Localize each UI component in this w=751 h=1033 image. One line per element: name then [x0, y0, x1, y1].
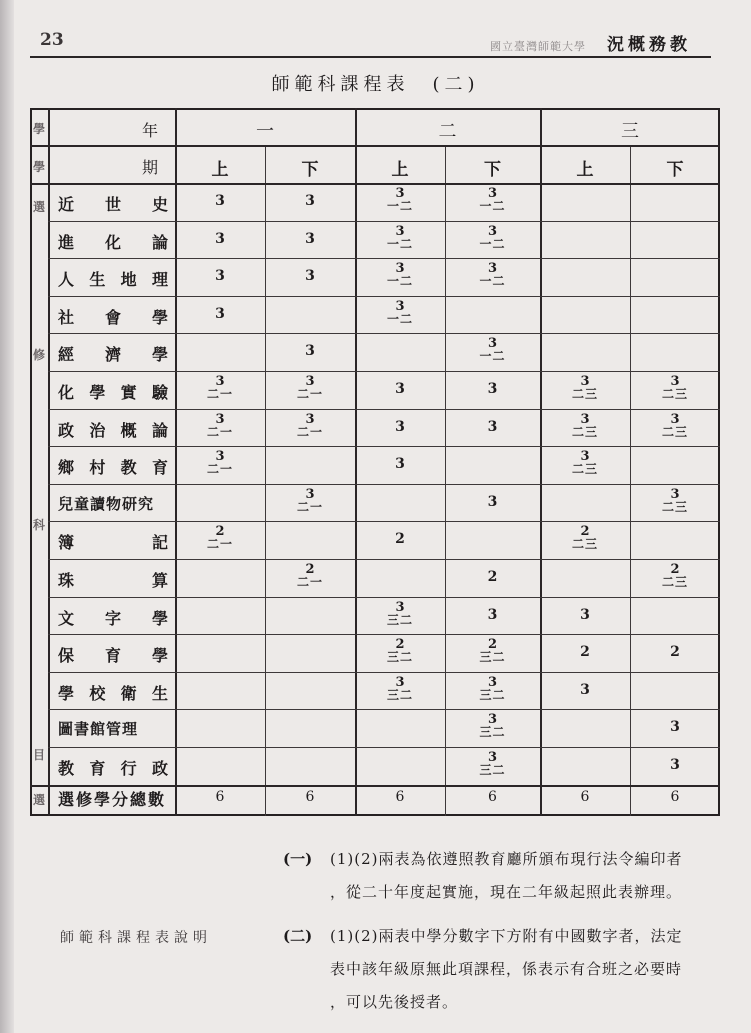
semester-label: 上: [391, 160, 409, 180]
credit-number: 3: [487, 606, 498, 623]
subject-char: 記: [151, 533, 168, 553]
combined-class-mark: 二三: [661, 387, 688, 401]
credit-number: 3: [395, 186, 405, 201]
subject-char: 學: [151, 608, 168, 628]
credit-cell: [275, 344, 345, 358]
credit-number: 3: [395, 381, 405, 397]
credit-number: 3: [215, 268, 225, 285]
subject-char: 育: [151, 458, 168, 478]
credit-cell: [640, 375, 710, 400]
credit-cell: [365, 601, 435, 626]
side-label: 科: [32, 518, 45, 532]
credit-number: 3: [305, 486, 315, 502]
credit-number: 3: [395, 261, 405, 277]
credit-number: 3: [395, 223, 405, 239]
credit-number: 3: [580, 681, 590, 698]
credit-cell: [185, 269, 255, 283]
subject-char: 進: [58, 232, 75, 252]
subject-char: 字: [104, 608, 121, 628]
credit-number: 3: [215, 374, 225, 389]
row-rule: [48, 333, 720, 334]
subject-char: 經: [58, 345, 75, 365]
credit-cell: [365, 225, 435, 250]
credit-number: 2: [670, 644, 680, 661]
credit-cell: [458, 382, 528, 396]
subject-char: 概: [120, 420, 137, 440]
credit-number: 3: [580, 411, 590, 427]
credit-cell: [275, 194, 345, 208]
subject-char: 珠: [58, 571, 75, 590]
note-line: (1)(2)兩表中學分數字下方附有中國數字者，法定: [330, 927, 683, 945]
combined-class-mark: 二三: [661, 575, 688, 589]
credit-cell: [458, 225, 528, 250]
combined-class-mark: 二三: [661, 424, 688, 439]
note-tag-1: (一): [283, 850, 313, 868]
semester-header-label: 期: [141, 158, 158, 177]
total-value: 6: [580, 789, 590, 805]
credit-number: 3: [487, 493, 498, 510]
credit-cell: [458, 570, 528, 584]
credit-cell: [275, 375, 345, 400]
subject-char: 學: [151, 307, 168, 327]
total-value: 6: [395, 789, 405, 805]
note-line: 表中該年級原無此項課程，係表示有合班之必要時: [330, 960, 683, 978]
row-rule: [48, 258, 720, 259]
credit-number: 3: [215, 193, 225, 209]
side-label: 學: [32, 160, 45, 174]
combined-class-mark: 三二: [386, 612, 413, 627]
year-header-label: 年: [141, 121, 158, 140]
subject-char: 圖書館管理: [58, 720, 139, 739]
curriculum-table: [30, 108, 720, 816]
subject-name: [58, 380, 168, 403]
credit-cell: [365, 676, 435, 701]
combined-class-mark: 一二: [479, 199, 506, 213]
semester-label: 上: [576, 160, 594, 180]
credit-cell: [275, 488, 345, 513]
subject-char: 實: [120, 383, 137, 402]
subject-char: 近: [58, 195, 75, 214]
credit-number: 2: [305, 562, 315, 577]
year-label: 二: [438, 121, 457, 142]
credit-cell: [458, 751, 528, 776]
credit-cell: [185, 413, 255, 438]
subject-char: 衛: [120, 683, 137, 703]
credit-cell: [550, 608, 620, 622]
credit-number: 3: [305, 193, 315, 209]
note-line: (1)(2)兩表為依遵照教育廳所頒布現行法令編印者: [330, 850, 683, 868]
subject-name: [58, 305, 168, 328]
credit-cell: [550, 683, 620, 697]
page-title: 師範科課程表 (二): [271, 74, 480, 95]
credit-cell: [640, 720, 710, 734]
subject-char: 兒童讀物研究: [58, 494, 155, 513]
subject-name: [58, 418, 168, 441]
credit-cell: [458, 187, 528, 212]
subject-char: 化: [58, 383, 75, 402]
running-head: 況概務教: [607, 35, 691, 55]
credit-number: 2: [487, 569, 498, 585]
subject-char: 治: [89, 420, 106, 440]
credit-number: 3: [487, 750, 498, 765]
subject-char: 算: [151, 571, 168, 590]
credit-cell: [185, 307, 255, 321]
row-rule: [30, 145, 720, 147]
subject-char: 學: [58, 683, 75, 703]
column-rule: [630, 145, 631, 816]
credit-cell: [185, 525, 255, 550]
combined-class-mark: 二一: [206, 424, 233, 439]
subject-char: 行: [120, 759, 137, 778]
credit-number: 3: [395, 674, 405, 690]
credit-cell: [365, 187, 435, 212]
note-line: ，從二十年度起實施，現在二年級起照此表辦理。: [330, 883, 683, 901]
credit-number: 3: [580, 449, 590, 465]
credit-cell: [458, 337, 528, 362]
credit-number: 2: [670, 562, 680, 577]
combined-class-mark: 三二: [479, 687, 506, 702]
subject-name: [58, 342, 168, 365]
subject-name: [58, 606, 168, 629]
subject-name: [58, 493, 168, 514]
subject-name: [58, 192, 168, 215]
credit-number: 3: [670, 719, 680, 736]
subject-char: 生: [151, 683, 168, 703]
subject-char: 育: [89, 759, 106, 778]
combined-class-mark: 二三: [571, 424, 598, 439]
subject-char: 保: [58, 646, 75, 666]
combined-class-mark: 三二: [479, 763, 506, 777]
credit-number: 2: [395, 531, 405, 548]
side-label: 選: [32, 200, 45, 214]
subject-char: 化: [104, 232, 121, 252]
subject-char: 理: [151, 270, 168, 290]
subject-char: 校: [89, 683, 106, 703]
row-rule: [48, 221, 720, 222]
credit-number: 3: [580, 374, 590, 389]
subject-char: 人: [58, 270, 75, 290]
page-number: 23: [40, 30, 64, 50]
credit-number: 3: [215, 230, 225, 247]
subject-char: 濟: [104, 345, 121, 365]
subject-name: [58, 756, 168, 779]
credit-number: 3: [670, 411, 680, 427]
subject-char: 社: [58, 307, 75, 327]
credit-cell: [550, 413, 620, 438]
credit-cell: [185, 450, 255, 475]
semester-label: 下: [484, 160, 501, 180]
credit-cell: [185, 375, 255, 400]
side-label: 目: [32, 748, 45, 762]
notes-caption: 師範科課程表說明: [60, 930, 212, 946]
credit-cell: [458, 420, 528, 434]
credit-number: 2: [395, 637, 405, 653]
side-label: 學: [32, 122, 45, 136]
subject-char: 會: [104, 307, 121, 327]
combined-class-mark: 二三: [661, 499, 688, 514]
binding-gutter: [0, 0, 14, 1033]
row-rule: [48, 559, 720, 560]
credit-cell: [640, 413, 710, 438]
year-label: 一: [256, 121, 274, 142]
credit-number: 3: [215, 305, 225, 322]
row-rule: [48, 634, 720, 635]
subject-name: [58, 568, 168, 591]
credit-number: 3: [215, 411, 225, 427]
row-rule: [48, 446, 720, 447]
credit-cell: [640, 645, 710, 659]
subject-char: 育: [104, 646, 121, 666]
subject-name: [58, 643, 168, 666]
row-rule: [48, 709, 720, 710]
semester-label: 下: [666, 160, 684, 180]
credit-number: 3: [580, 606, 590, 623]
combined-class-mark: 二一: [206, 462, 233, 477]
row-rule: [30, 183, 720, 185]
combined-class-mark: 一二: [386, 311, 413, 326]
subject-char: 論: [151, 232, 168, 252]
credit-cell: [275, 413, 345, 438]
subject-char: 文: [58, 608, 75, 628]
credit-cell: [550, 375, 620, 400]
credit-cell: [640, 563, 710, 588]
subject-char: 簿: [58, 533, 75, 553]
combined-class-mark: 三二: [386, 687, 413, 702]
subject-char: 政: [151, 759, 168, 778]
semester-label: 下: [301, 160, 319, 180]
combined-class-mark: 一二: [479, 349, 506, 364]
credit-number: 3: [670, 486, 680, 502]
credit-cell: [458, 713, 528, 738]
combined-class-mark: 一二: [479, 274, 506, 289]
combined-class-mark: 一二: [479, 236, 506, 251]
credit-number: 3: [487, 418, 498, 435]
combined-class-mark: 三二: [386, 650, 413, 665]
combined-class-mark: 一二: [386, 236, 413, 251]
combined-class-mark: 二一: [296, 387, 323, 401]
combined-class-mark: 二三: [571, 462, 598, 477]
credit-cell: [365, 300, 435, 325]
row-rule: [48, 672, 720, 673]
credit-cell: [185, 194, 255, 208]
subject-name: [58, 530, 168, 553]
subject-name: [58, 681, 168, 704]
credit-number: 3: [305, 230, 315, 247]
credit-cell: [550, 645, 620, 659]
total-label: 選修學分總數: [58, 790, 167, 809]
credit-cell: [458, 638, 528, 663]
credit-cell: [458, 608, 528, 622]
side-label: 修: [32, 348, 45, 362]
credit-number: 3: [305, 268, 315, 285]
total-value: 6: [670, 789, 680, 805]
combined-class-mark: 二一: [206, 537, 233, 552]
subject-char: 地: [120, 270, 137, 290]
combined-class-mark: 三二: [479, 725, 506, 740]
combined-class-mark: 二三: [571, 537, 598, 552]
semester-label: 上: [211, 160, 229, 180]
credit-cell: [365, 262, 435, 287]
credit-cell: [550, 525, 620, 550]
credit-number: 3: [487, 712, 498, 728]
credit-cell: [275, 269, 345, 283]
credit-number: 3: [305, 374, 315, 389]
subject-char: 政: [58, 420, 75, 440]
credit-cell: [458, 676, 528, 701]
subject-name: [58, 455, 168, 478]
credit-cell: [365, 420, 435, 434]
combined-class-mark: 二一: [296, 575, 323, 589]
credit-cell: [640, 488, 710, 513]
credit-number: 3: [487, 261, 498, 277]
credit-number: 3: [305, 411, 315, 427]
row-rule: [48, 371, 720, 372]
subject-char: 驗: [151, 383, 168, 402]
subject-name: [58, 718, 168, 739]
subject-char: 史: [151, 195, 168, 214]
combined-class-mark: 二一: [206, 387, 233, 401]
credit-number: 3: [305, 343, 315, 360]
credit-cell: [275, 563, 345, 588]
row-rule: [48, 409, 720, 410]
bleed-through-text: 國立臺灣師範大學: [490, 40, 586, 53]
subject-name: [58, 230, 168, 253]
year-label: 三: [621, 121, 639, 142]
credit-number: 3: [395, 456, 405, 473]
credit-cell: [640, 758, 710, 772]
combined-class-mark: 三二: [479, 650, 506, 665]
credit-cell: [365, 638, 435, 663]
combined-class-mark: 二一: [296, 424, 323, 439]
credit-number: 3: [487, 336, 498, 352]
credit-number: 3: [487, 223, 498, 239]
credit-number: 2: [580, 644, 590, 661]
credit-cell: [275, 232, 345, 246]
row-rule: [48, 597, 720, 598]
subject-name: [58, 267, 168, 290]
credit-number: 3: [487, 186, 498, 201]
subject-char: 教: [58, 759, 75, 778]
credit-number: 2: [487, 637, 498, 653]
credit-number: 3: [215, 449, 225, 465]
combined-class-mark: 二三: [571, 387, 598, 401]
subject-char: 世: [104, 195, 121, 214]
subject-char: 村: [89, 458, 106, 478]
credit-number: 3: [395, 418, 405, 435]
subject-char: 教: [120, 458, 137, 478]
credit-cell: [365, 382, 435, 396]
credit-cell: [550, 450, 620, 475]
credit-number: 3: [395, 298, 405, 314]
note-line: ，可以先後授者。: [330, 993, 459, 1011]
credit-number: 3: [670, 757, 680, 773]
row-rule: [48, 484, 720, 485]
credit-cell: [458, 262, 528, 287]
credit-cell: [365, 457, 435, 471]
credit-cell: [365, 532, 435, 546]
side-label: 選: [32, 793, 45, 807]
credit-number: 3: [487, 674, 498, 690]
credit-number: 3: [670, 374, 680, 389]
subject-char: 學: [89, 383, 106, 402]
row-rule: [48, 747, 720, 748]
subject-char: 鄉: [58, 458, 75, 478]
column-rule: [445, 145, 446, 816]
credit-cell: [458, 495, 528, 509]
subject-char: 學: [151, 345, 168, 365]
total-value: 6: [488, 789, 497, 805]
note-tag-2: (二): [283, 927, 313, 945]
column-rule: [265, 145, 266, 816]
subject-char: 學: [151, 646, 168, 666]
header-rule: [30, 56, 711, 58]
credit-number: 3: [487, 381, 498, 397]
subject-char: 生: [89, 270, 106, 290]
combined-class-mark: 二一: [296, 499, 323, 514]
credit-cell: [185, 232, 255, 246]
credit-number: 3: [395, 599, 405, 615]
row-rule: [48, 296, 720, 297]
combined-class-mark: 一二: [386, 199, 413, 213]
credit-number: 2: [215, 524, 225, 540]
subject-char: 論: [151, 420, 168, 440]
total-value: 6: [305, 789, 315, 805]
combined-class-mark: 一二: [386, 274, 413, 289]
credit-number: 2: [580, 524, 590, 540]
total-value: 6: [215, 789, 225, 805]
row-rule: [48, 521, 720, 522]
